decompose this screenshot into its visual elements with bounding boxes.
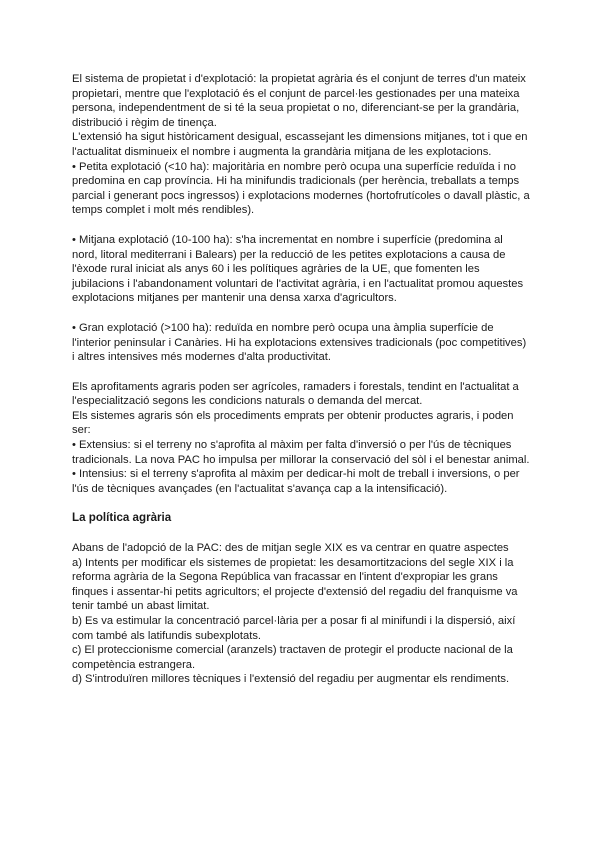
politica-item-c: c) El proteccionisme comercial (aranzels) tractaven de protegir el producte nacional de la competència estrangera.	[72, 644, 513, 671]
spacer	[72, 526, 530, 541]
bullet-gran: • Gran explotació (>100 ha): reduïda en nombre però ocupa una àmplia superfície de l'interior peninsular i Canàries. Hi ha explotacions extensives tradicionals (poc competitives) i altres intensives més modernes d'alta productivitat.	[72, 321, 527, 364]
section-heading: La política agrària	[72, 511, 172, 525]
bullet-mitjana: • Mitjana explotació (10-100 ha): s'ha incrementat en nombre i superfície (predomina al nord, litoral mediterrani i Balears) per la reducció de les petites explotacions a causa de l'èxode rural iniciat als anys 60 i les polítiques agràries de la UE, que fomenten les jubilacions i l'abandonament voluntari de l'activitat agrària, i en l'actualitat promou aquestes explotacions mitjanes per mantenir una densa xarxa d'agricultors.	[72, 233, 524, 305]
sistemes-paragraph: Els sistemes agraris són els procediments emprats per obtenir productes agraris, i poden ser:	[72, 409, 514, 437]
intro-paragraph: El sistema de propietat i d'explotació: la propietat agrària és el conjunt de terres d'un mateix propietari, mentre que l'explotació és el conjunt de parcel·les gestionades per una mateixa persona, independentment de si té la seua propietat o no, diferenciant-se per la grandària, distribució i règim de tinença.	[72, 73, 526, 129]
spacer	[72, 306, 530, 321]
spacer	[72, 496, 530, 511]
politica-intro: Abans de l'adopció de la PAC: des de mitjan segle XIX es va centrar en quatre aspectes	[72, 542, 509, 555]
spacer	[72, 365, 530, 380]
extension-paragraph: L'extensió ha sigut històricament desigual, escassejant les dimensions mitjanes, tot i que en l'actualitat disminueix el nombre i augmenta la grandària mitjana de les explotacions.	[72, 131, 528, 158]
aprofitaments-paragraph: Els aprofitaments agraris poden ser agrícoles, ramaders i forestals, tendint en l'actualitat a l'especialització segons les condicions naturals o demanda del mercat.	[72, 380, 519, 408]
politica-item-a: a) Intents per modificar els sistemes de propietat: les desamortitzacions del segle XIX i la reforma agrària de la Segona República van fracassar en l'intent d'expropiar les grans finques i assentar-hi petits agricultors; el projecte d'extensió del regadiu del franquisme va tenir també un abast limitat.	[72, 556, 518, 613]
bullet-intensius: • Intensius: si el terreny s'aprofita al màxim per dedicar-hi molt de treball i inversions, o per l'ús de tècniques avançades (en l'actualitat s'avança cap a la intensificació).	[72, 468, 520, 495]
bullet-petita: • Petita explotació (<10 ha): majoritària en nombre però ocupa una superfície reduïda i no predomina en cap província. Hi ha minifundis tradicionals (per herència, treballats a temps parcial i generant pocs ingressos) i explotacions modernes (hortofrutícoles o davall plàstic, a temps complet i molt més rendibles).	[72, 160, 530, 217]
politica-item-b: b) Es va estimular la concentració parcel·lària per a posar fi al minifundi i la dispersió, així com també als latifundis subexplotats.	[72, 615, 516, 642]
spacer	[72, 218, 530, 233]
politica-item-d: d) S'introduïren millores tècniques i l'extensió del regadiu per augmentar els rendiments.	[72, 673, 510, 686]
bullet-extensius: • Extensius: si el terreny no s'aprofita al màxim per falta d'inversió o per l'ús de tècniques tradicionals. La nova PAC ho impulsa per millorar la conservació del sòl i el benestar animal.	[72, 439, 530, 466]
